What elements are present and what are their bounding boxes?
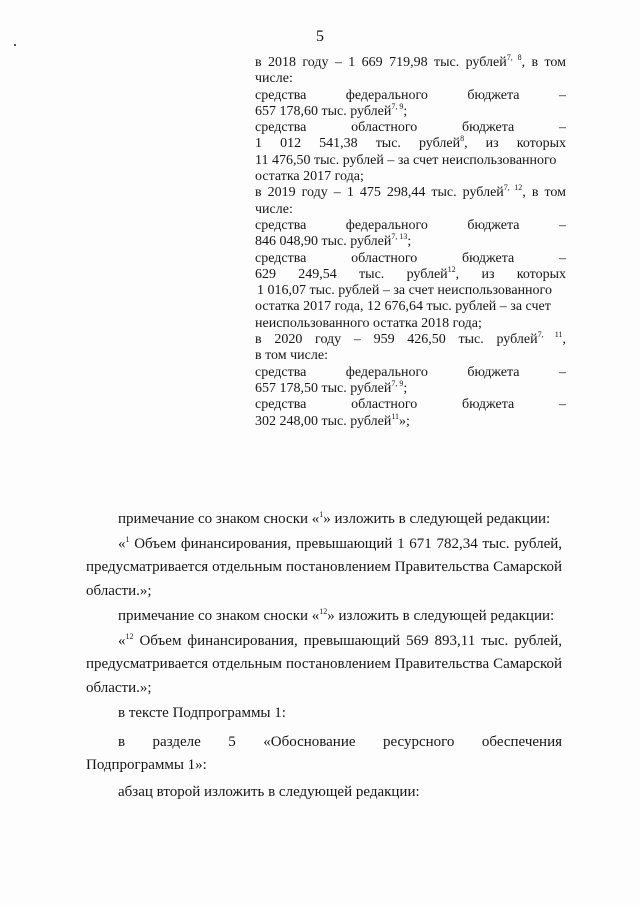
page-number: 5: [316, 28, 324, 45]
year-2018-total: в 2018 году – 1 669 719,98 тыс. рублей$^{7, 8}$, в том: [255, 53, 566, 70]
section-5-instruction: в разделе 5 «Обоснование ресурсного обеспечения: [118, 733, 562, 750]
year-2019-federal-amount: 846 048,90 тыс. рублей$^{7, 13}$;: [255, 232, 412, 250]
year-2018-federal-label: средства федерального бюджета –: [255, 87, 566, 103]
footnote-1-quote-line: «$^1$ Объем финансирования, превышающий 1 671 782,34 тыс. рублей,: [118, 534, 562, 552]
year-2019-total: в 2019 году – 1 475 298,44 тыс. рублей$^{7, 12}$, в том: [255, 183, 567, 201]
year-2019-regional-remainder-2017: остатка 2017 года, 12 676,64 тыс. рублей – за счет: [255, 299, 551, 315]
year-2018-regional-label: средства областного бюджета –: [255, 120, 566, 136]
year-2018-federal-amount: 657 178,60 тыс. рублей$^{7, 9}$;: [255, 101, 408, 119]
scan-mark: [14, 44, 16, 46]
footnote-1-quote-line: предусматривается отдельным постановлением Правительства Самарской: [86, 559, 562, 575]
budget-column: [255, 55, 566, 430]
footnote-1-instruction: примечание со знаком сноски «$^1$» изложить в следующей редакции:: [118, 510, 551, 527]
amendment-text: [86, 508, 562, 804]
year-2020-including: в том числе:: [255, 348, 328, 364]
year-2020-federal-amount: 657 178,50 тыс. рублей$^{7, 9}$;: [255, 378, 408, 396]
year-2020-total: в 2020 году – 959 426,50 тыс. рублей$^{7, 11}$,: [255, 330, 566, 348]
paragraph-instruction: абзац второй изложить в следующей редакции:: [118, 783, 420, 800]
year-2020-regional-amount: 302 248,00 тыс. рублей$^{11}$»;: [255, 411, 410, 429]
year-2019-including: числе:: [255, 201, 293, 217]
year-2018-including: числе:: [255, 71, 293, 87]
year-2019-regional-amount: 629 249,54 тыс. рублей$^{12}$, из которых: [255, 264, 566, 282]
year-2019-federal-label: средства федерального бюджета –: [255, 217, 566, 233]
year-2020-regional-label: средства областного бюджета –: [255, 397, 566, 413]
year-2019-regional-remainder-2018: неиспользованного остатка 2018 года;: [255, 315, 482, 331]
subprogram-instruction: в тексте Подпрограммы 1:: [118, 705, 286, 721]
year-2020-federal-label: средства федерального бюджета –: [255, 364, 566, 380]
footnote-12-quote-line: «$^{12}$ Объем финансирования, превышающий 569 893,11 тыс. рублей,: [118, 631, 562, 649]
section-5-instruction-end: Подпрограммы 1»:: [86, 757, 207, 773]
footnote-12-quote-line: области.»;: [86, 679, 152, 696]
footnote-1-quote-line: области.»;: [86, 582, 152, 599]
footnote-12-quote-line: предусматривается отдельным постановлением Правительства Самарской: [86, 656, 562, 672]
year-2018-regional-remainder: 11 476,50 тыс. рублей – за счет неиспользованного: [255, 152, 557, 168]
footnote-12-instruction: примечание со знаком сноски «$^{12}$» изложить в следующей редакции:: [118, 607, 555, 624]
year-2018-regional-amount: 1 012 541,38 тыс. рублей$^8$, из которых: [255, 134, 566, 152]
year-2019-regional-remainder: 1 016,07 тыс. рублей – за счет неиспользованного: [257, 283, 552, 299]
year-2018-regional-remainder-year: остатка 2017 года;: [255, 169, 364, 185]
year-2019-regional-label: средства областного бюджета –: [255, 250, 566, 266]
